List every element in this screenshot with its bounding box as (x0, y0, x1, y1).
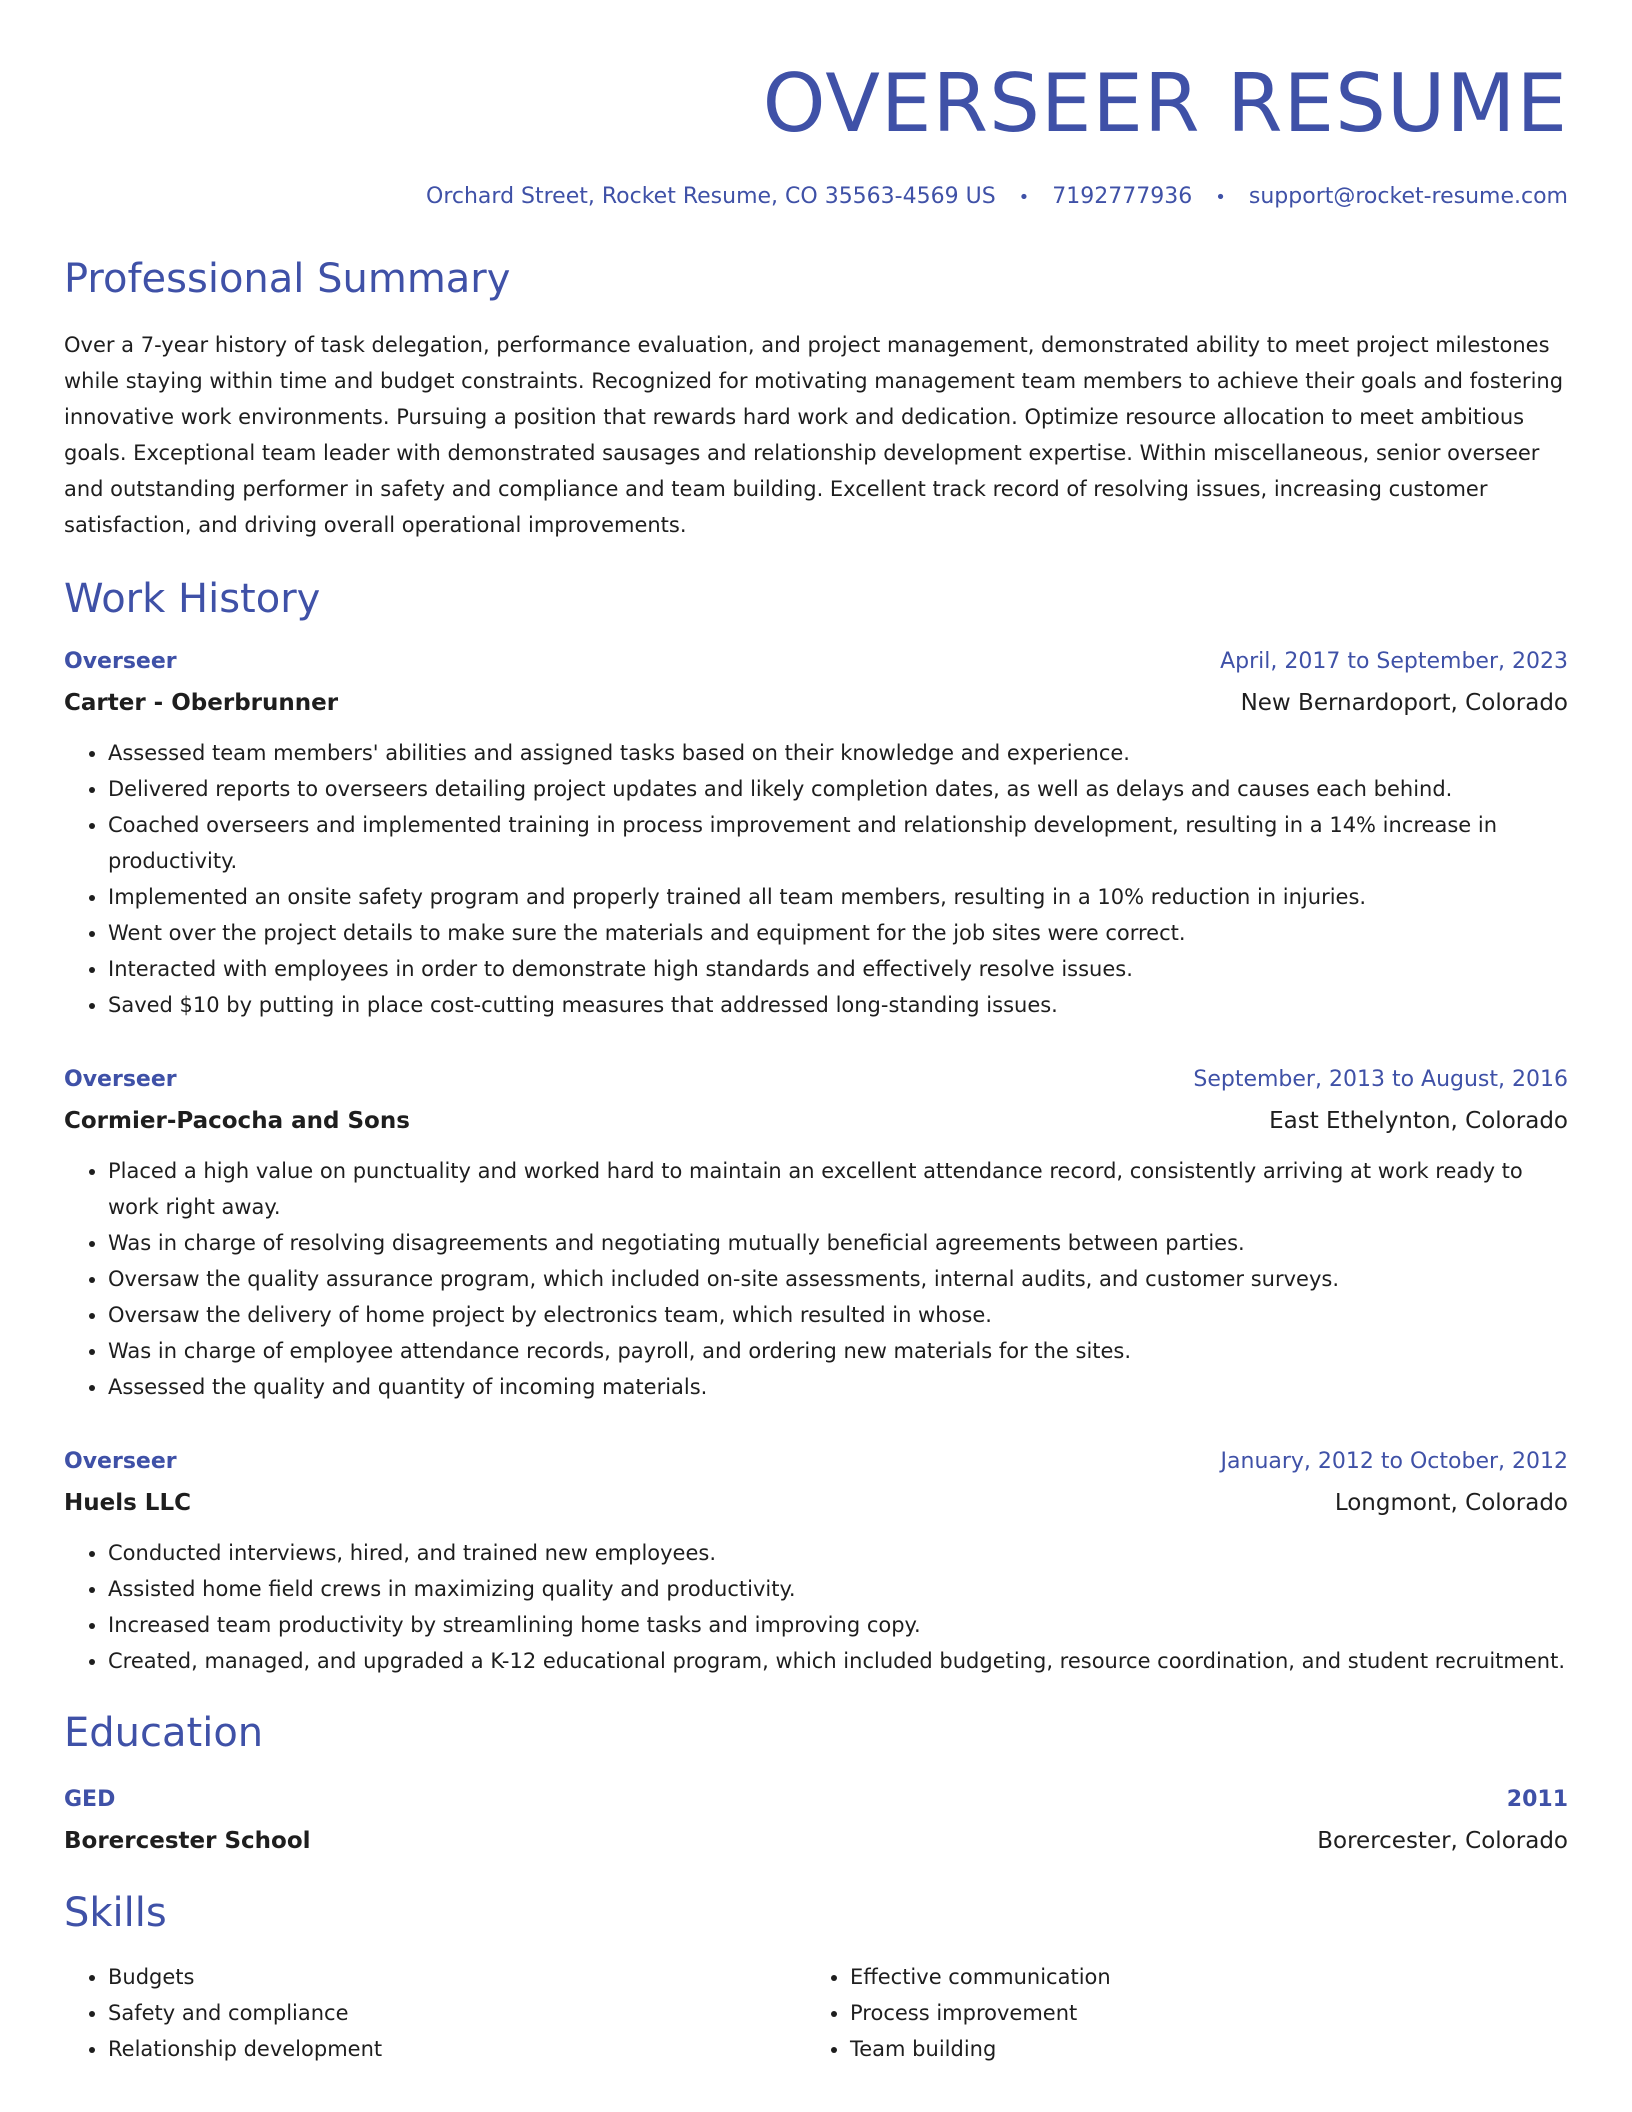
job-entry (64, 1445, 1568, 1679)
education-entry (64, 1783, 1568, 1859)
job-bullet: • Saved $10 by putting in place cost-cutting measures that addressed long-standing issues. (108, 987, 1568, 1023)
education-degree: GED (64, 1787, 116, 1812)
job-bullet: • Was in charge of resolving disagreements and negotiating mutually beneficial agreements between parties. (108, 1225, 1568, 1261)
job-bullet: • Implemented an onsite safety program and properly trained all team members, resulting in a 10% reduction in injuries. (108, 879, 1568, 915)
job-company: Carter - Oberbrunner (64, 690, 339, 716)
job-title: Overseer (64, 649, 177, 674)
education-degree-row (64, 1783, 1568, 1817)
job-bullet: • Conducted interviews, hired, and trained new employees. (108, 1535, 1568, 1571)
job-bullet: • Assisted home field crews in maximizing quality and productivity. (108, 1571, 1568, 1607)
skill-item: • Budgets (108, 1959, 806, 1995)
resume-page (64, 0, 1568, 2067)
contact-phone: 7192777936 (1052, 184, 1193, 209)
separator-dot: • (1215, 187, 1226, 208)
job-dates: January, 2012 to October, 2012 (1220, 1449, 1568, 1474)
job-bullet: • Placed a high value on punctuality and worked hard to maintain an excellent attendance record, consistently arriving at work ready to work right away. (108, 1153, 1568, 1225)
job-bullets (64, 1535, 1568, 1679)
summary-heading: Professional Summary (64, 256, 511, 302)
resume-title: OVERSEER RESUME (762, 57, 1568, 150)
contact-line (64, 182, 1568, 213)
job-company-row (64, 1485, 1568, 1521)
job-company: Cormier-Pacocha and Sons (64, 1108, 410, 1134)
job-bullet: • Coached overseers and implemented training in process improvement and relationship development, resulting in a 14% increase in productivity. (108, 807, 1568, 879)
education-location: Borercester, Colorado (1317, 1828, 1568, 1854)
skills-heading: Skills (64, 1890, 167, 1936)
contact-address: Orchard Street, Rocket Resume, CO 35563-4569 US (426, 184, 996, 209)
summary-text: Over a 7-year history of task delegation, performance evaluation, and project management, demonstrated ability to meet project milestones while staying within time and budget constraints. Recognized for motivating management team members to achieve their goals and fostering innovative work environments. Pursuing a position that rewards hard work and dedication. Optimize resource allocation to meet ambitious goals. Exceptional team leader with demonstrated sausages and relationship development expertise. Within miscellaneous, senior overseer and outstanding performer in safety and compliance and team building. Excellent track record of resolving issues, increasing customer satisfaction, and driving overall operational improvements. (64, 333, 1564, 537)
job-title: Overseer (64, 1449, 177, 1474)
job-dates: April, 2017 to September, 2023 (1220, 649, 1568, 674)
job-entry (64, 645, 1568, 1023)
job-entry (64, 1063, 1568, 1405)
education-school: Borercester School (64, 1828, 311, 1854)
work-history-heading: Work History (64, 576, 321, 622)
skill-item: • Process improvement (850, 1995, 1548, 2031)
job-dates: September, 2013 to August, 2016 (1193, 1067, 1568, 1092)
contact-email[interactable]: support@rocket-resume.com (1248, 184, 1568, 209)
skill-item: • Safety and compliance (108, 1995, 806, 2031)
job-bullet: • Was in charge of employee attendance records, payroll, and ordering new materials for the sites. (108, 1333, 1568, 1369)
job-location: Longmont, Colorado (1334, 1490, 1568, 1516)
job-bullet: • Created, managed, and upgraded a K-12 educational program, which included budgeting, resource coordination, and student recruitment. (108, 1643, 1568, 1679)
skills-columns (64, 1959, 1568, 2067)
job-title-row (64, 1445, 1568, 1479)
skill-item: • Relationship development (108, 2031, 806, 2067)
job-bullet: • Went over the project details to make sure the materials and equipment for the job sites were correct. (108, 915, 1568, 951)
job-bullets (64, 1153, 1568, 1405)
skill-item: • Effective communication (850, 1959, 1548, 1995)
job-title-row (64, 645, 1568, 679)
job-bullet: • Assessed team members' abilities and assigned tasks based on their knowledge and experience. (108, 735, 1568, 771)
job-bullets (64, 735, 1568, 1023)
job-bullet: • Oversaw the delivery of home project by electronics team, which resulted in whose. (108, 1297, 1568, 1333)
job-location: East Ethelynton, Colorado (1269, 1108, 1568, 1134)
job-bullet: • Increased team productivity by streamlining home tasks and improving copy. (108, 1607, 1568, 1643)
education-year: 2011 (1506, 1787, 1568, 1812)
job-company-row (64, 685, 1568, 721)
job-title: Overseer (64, 1067, 177, 1092)
skill-item: • Team building (850, 2031, 1548, 2067)
job-bullet: • Oversaw the quality assurance program, which included on-site assessments, internal audits, and customer surveys. (108, 1261, 1568, 1297)
education-heading: Education (64, 1710, 264, 1756)
job-bullet: • Delivered reports to overseers detailing project updates and likely completion dates, as well as delays and causes each behind. (108, 771, 1568, 807)
job-company: Huels LLC (64, 1490, 191, 1516)
job-location: New Bernardoport, Colorado (1240, 690, 1568, 716)
job-bullet: • Interacted with employees in order to demonstrate high standards and effectively resolve issues. (108, 951, 1568, 987)
skills-list-right (806, 1959, 1548, 2067)
job-bullet: • Assessed the quality and quantity of incoming materials. (108, 1369, 1568, 1405)
education-school-row (64, 1823, 1568, 1859)
separator-dot: • (1018, 187, 1030, 208)
job-company-row (64, 1103, 1568, 1139)
skills-list-left (64, 1959, 806, 2067)
job-title-row (64, 1063, 1568, 1097)
